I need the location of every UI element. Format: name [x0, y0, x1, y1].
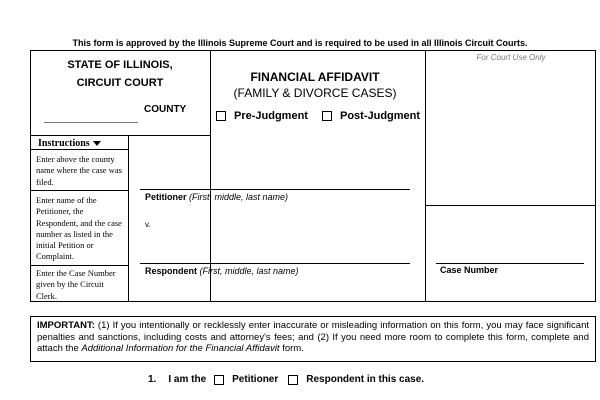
triangle-down-icon — [93, 141, 101, 146]
instructions-heading: Instructions — [38, 138, 90, 149]
case-number-label: Case Number — [440, 265, 499, 275]
important-lead: IMPORTANT: — [37, 320, 95, 331]
post-judgment-checkbox[interactable] — [322, 111, 332, 121]
pre-judgment-checkbox[interactable] — [216, 111, 226, 121]
pre-judgment-label: Pre-Judgment — [234, 110, 308, 122]
important-text-end: form. — [282, 343, 304, 354]
court-use-label: For Court Use Only — [476, 53, 546, 62]
pre-judgment-option[interactable] — [216, 110, 308, 122]
form-title: FINANCIAL AFFIDAVIT — [250, 70, 380, 84]
petitioner-input[interactable] — [140, 189, 410, 190]
question-1 — [148, 374, 424, 385]
question-prompt: I am the — [168, 374, 207, 385]
post-judgment-label: Post-Judgment — [340, 110, 421, 122]
respondent-option-label: Respondent in this case. — [306, 374, 425, 385]
respondent-label: Respondent (First, middle, last name) — [145, 266, 299, 276]
court-heading — [30, 56, 210, 92]
circuit-court-line: CIRCUIT COURT — [76, 77, 164, 89]
instructions-toggle[interactable] — [38, 138, 101, 149]
important-text: (1) If you intentionally or recklessly enter inaccurate or misleading information on this form, you may face significant penalties and sanctions, including costs and attorney's fees; and (2) If you need more room to complete this form, complete and attach the — [37, 320, 589, 354]
versus-label: v. — [145, 220, 151, 229]
petitioner-option-label: Petitioner — [232, 374, 279, 385]
state-line: STATE OF ILLINOIS, — [67, 59, 173, 71]
petitioner-label: Petitioner (First, middle, last name) — [145, 192, 289, 202]
additional-info-form-name: Additional Information for the Financial Affidavit — [81, 343, 280, 354]
county-label: COUNTY — [144, 104, 187, 115]
question-number: 1. — [148, 374, 157, 385]
approval-notice: This form is approved by the Illinois Supreme Court and is required to be used in all Illinois Circuit Courts. — [72, 38, 528, 48]
petitioner-checkbox[interactable] — [214, 375, 224, 385]
respondent-input[interactable] — [140, 263, 410, 264]
instruction-county: Enter above the county name where the case was filed. — [36, 154, 122, 187]
form-subtitle: (FAMILY & DIVORCE CASES) — [233, 86, 397, 100]
instruction-parties: Enter name of the Petitioner, the Respondent, and the case number as listed in the initial Petition or Complaint. — [36, 195, 122, 262]
case-number-input[interactable] — [436, 263, 584, 264]
county-input[interactable] — [44, 122, 138, 123]
instruction-case-number: Enter the Case Number given by the Circuit Clerk. — [36, 268, 116, 301]
important-notice — [30, 316, 596, 362]
respondent-checkbox[interactable] — [288, 375, 298, 385]
post-judgment-option[interactable] — [322, 110, 420, 122]
